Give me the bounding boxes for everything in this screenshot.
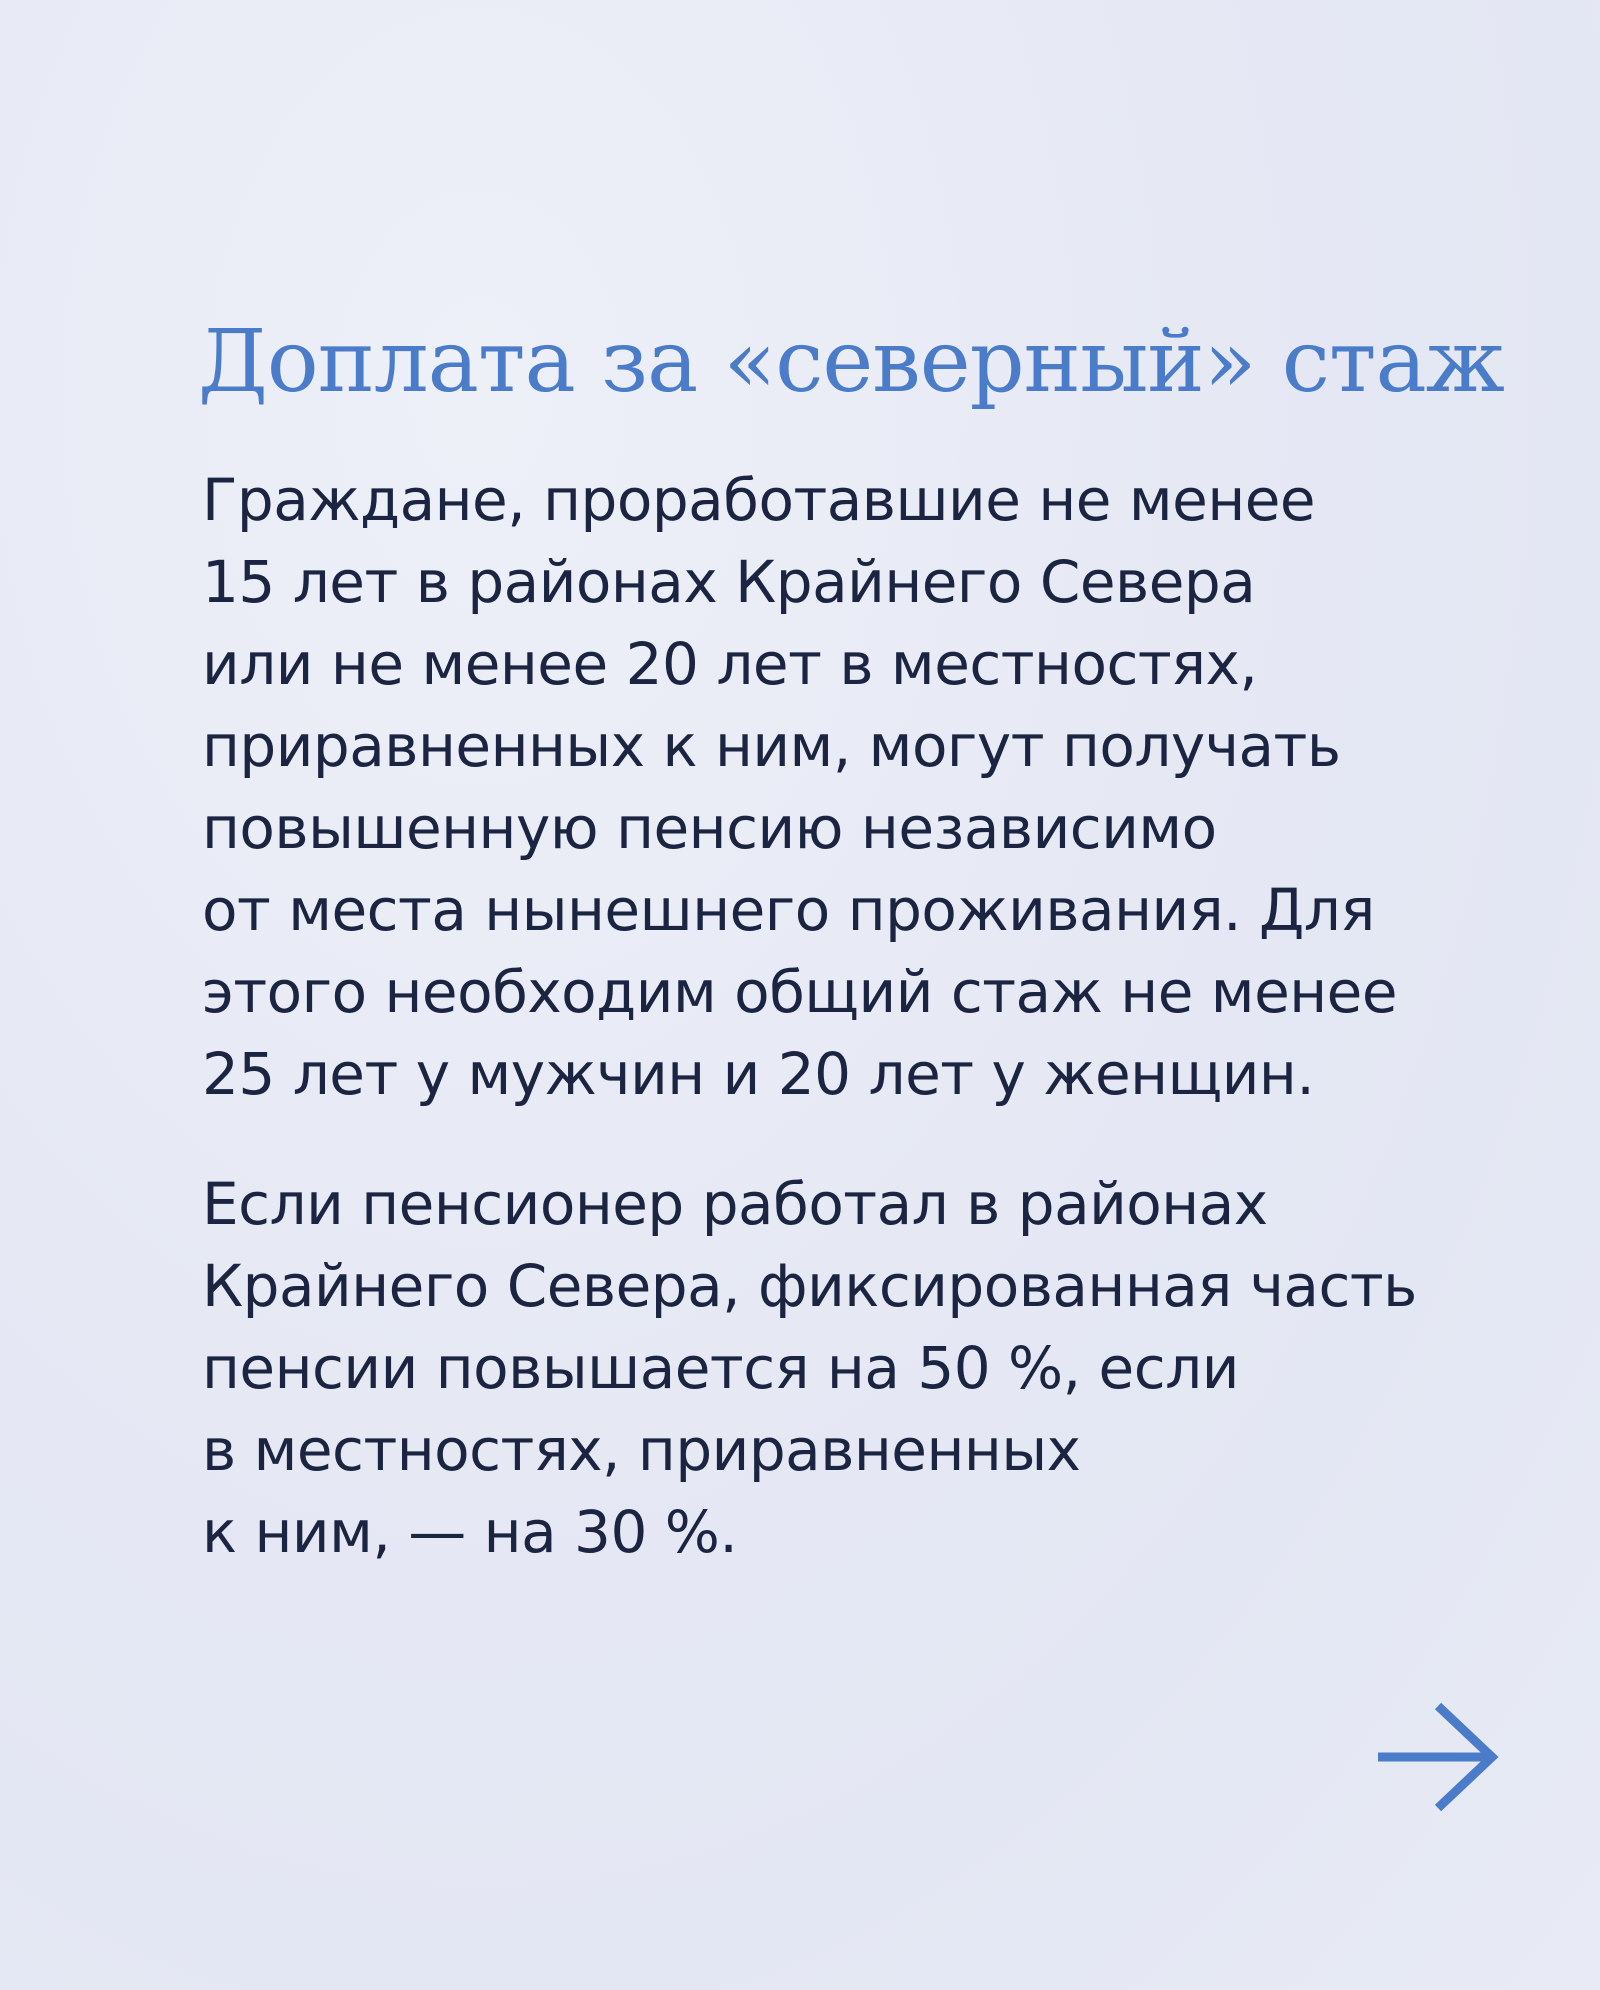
paragraph-line: 15 лет в районах Крайнего Севера <box>202 548 1256 616</box>
paragraph-line: в местностях, приравненных <box>202 1416 1081 1484</box>
arrow-right-icon <box>1374 1702 1502 1812</box>
paragraph-line: Если пенсионер работал в районах <box>202 1170 1268 1238</box>
page-title: Доплата за «северный» стаж <box>198 312 1504 412</box>
paragraph-line: от места нынешнего проживания. Для <box>202 876 1375 944</box>
paragraph-line: к ним, — на 30 %. <box>202 1498 738 1566</box>
paragraph-line: Крайнего Севера, фиксированная часть <box>202 1252 1417 1320</box>
next-slide-button[interactable] <box>1374 1702 1502 1812</box>
paragraph-northern-experience <box>202 459 1502 1115</box>
paragraph-line: пенсии повышается на 50 %, если <box>202 1334 1239 1402</box>
paragraph-line: этого необходим общий стаж не менее <box>202 958 1398 1026</box>
paragraph-pension-increase <box>202 1163 1502 1573</box>
paragraph-line: или не менее 20 лет в местностях, <box>202 630 1258 698</box>
paragraph-line: Граждане, проработавшие не менее <box>202 466 1316 534</box>
paragraph-line: приравненных к ним, могут получать <box>202 712 1341 780</box>
paragraph-line: 25 лет у мужчин и 20 лет у женщин. <box>202 1040 1315 1108</box>
paragraph-line: повышенную пенсию независимо <box>202 794 1217 862</box>
